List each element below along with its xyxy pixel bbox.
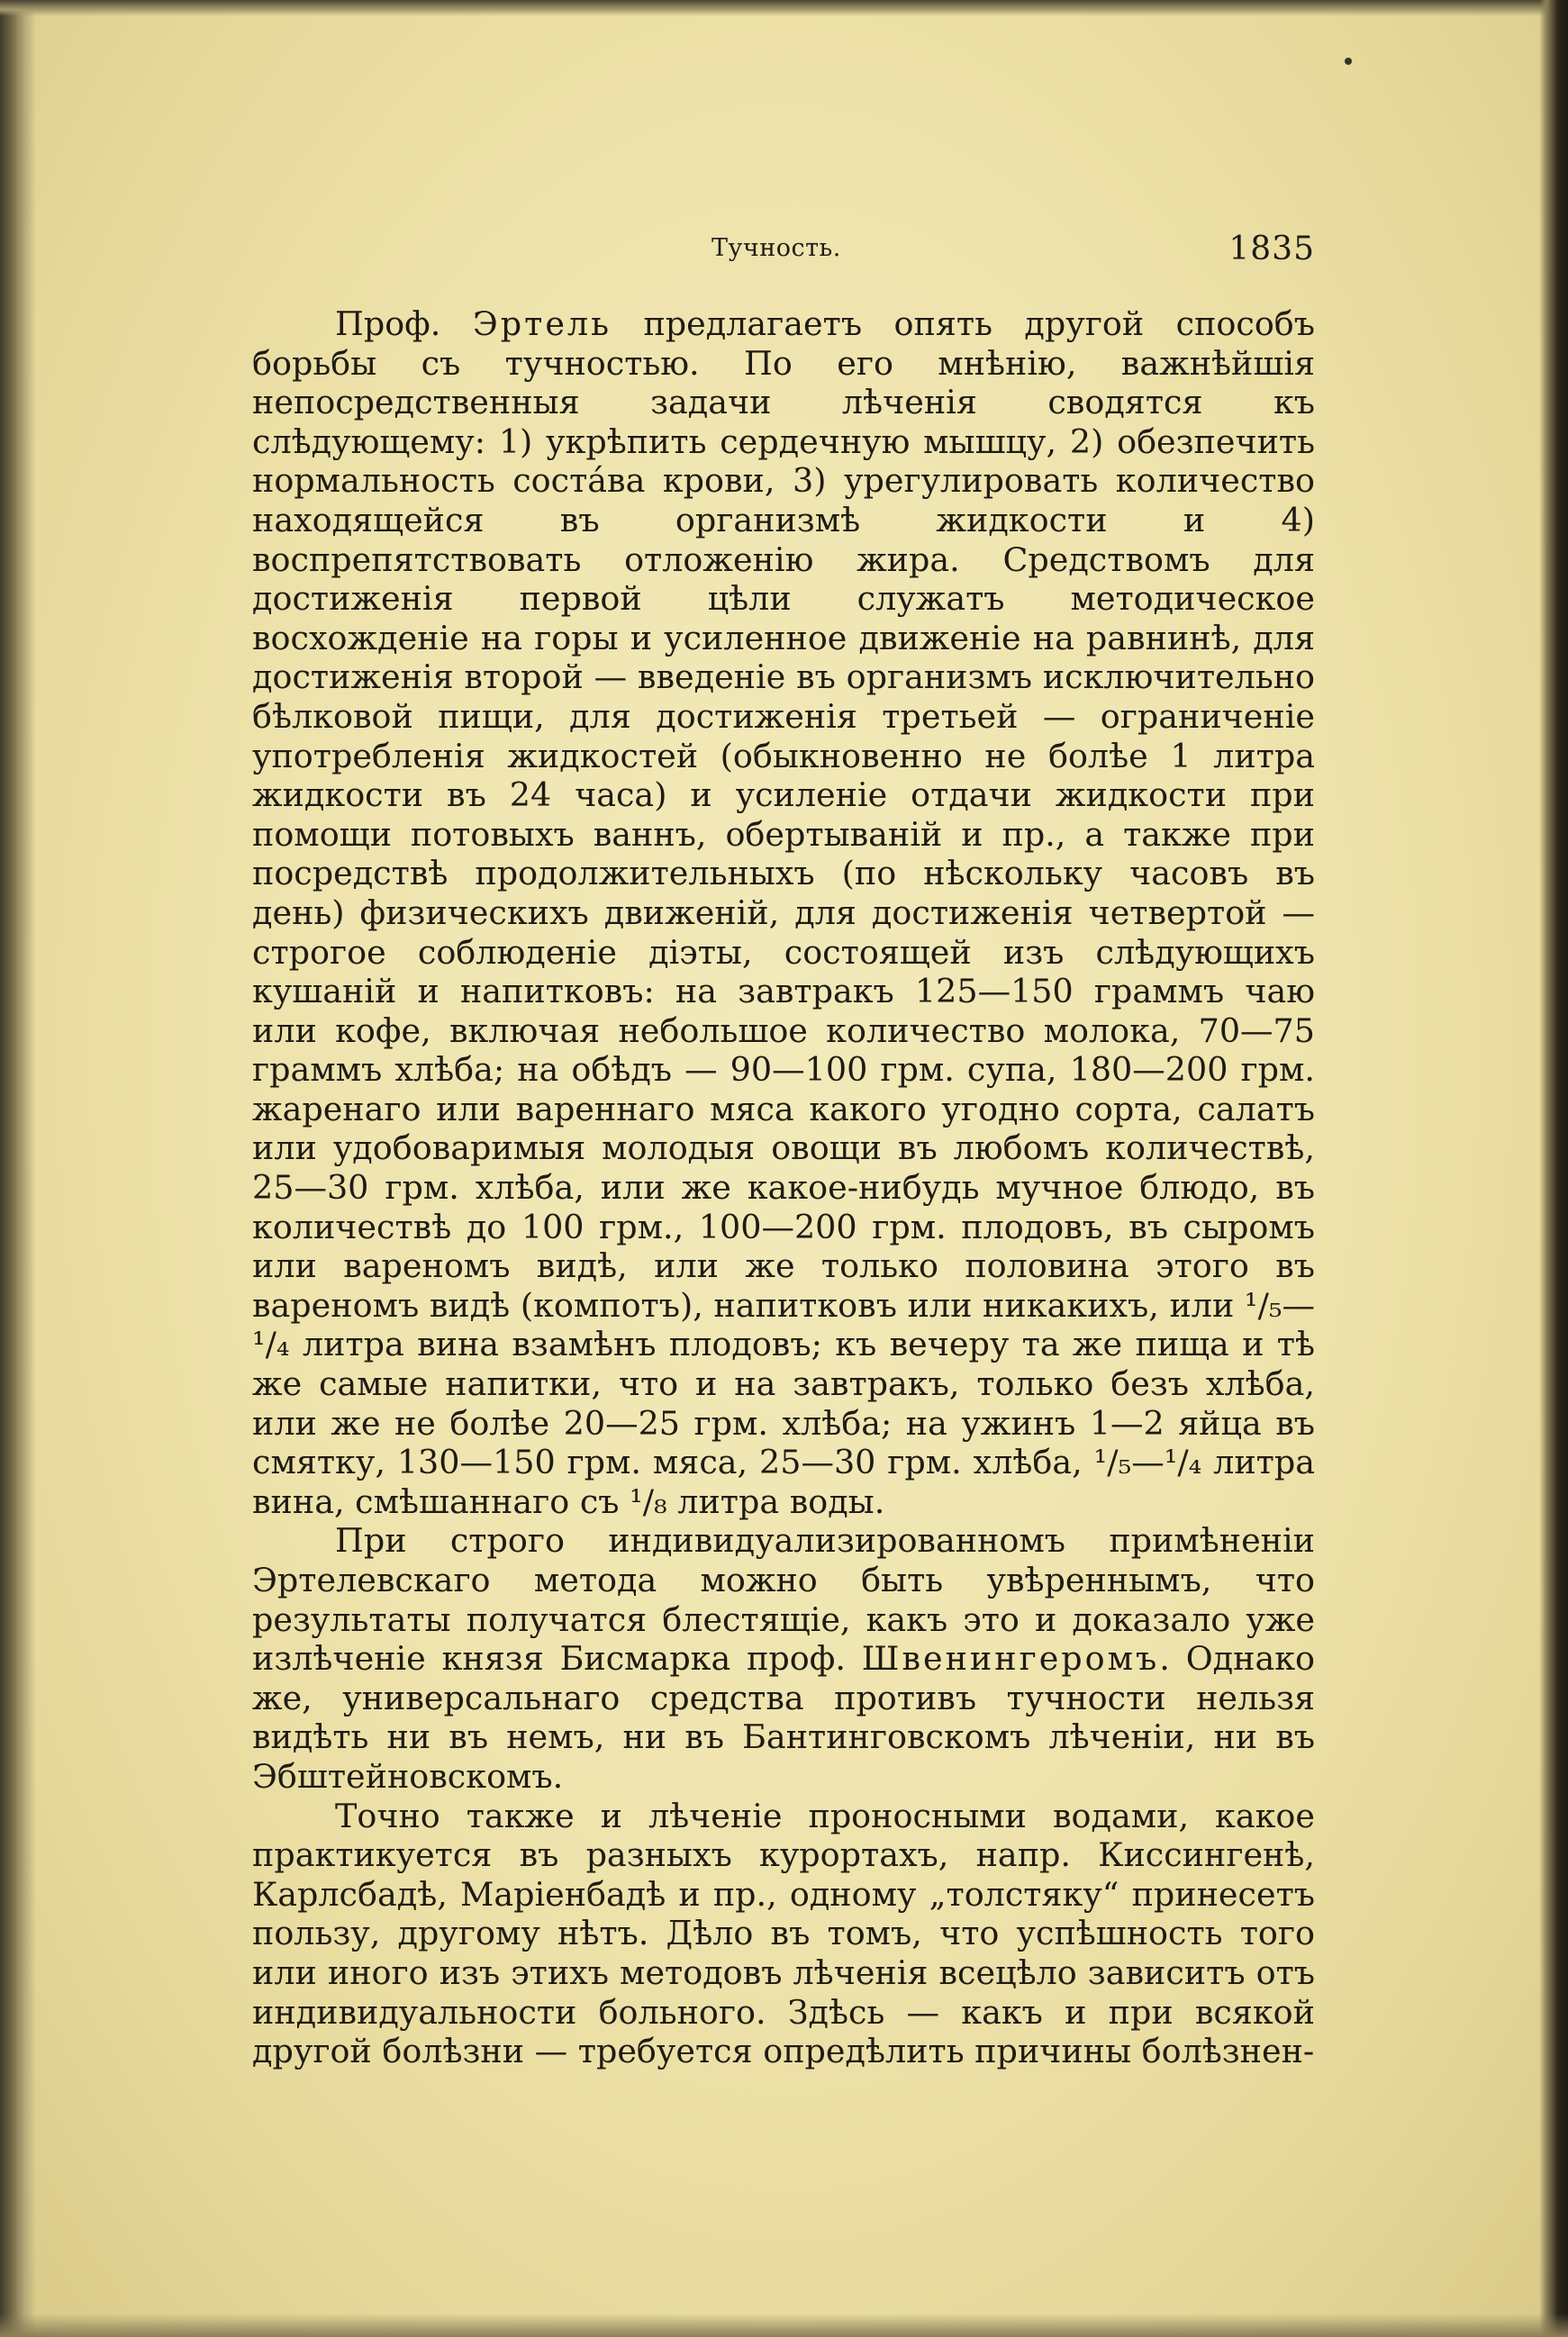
page-right-edge: [1539, 0, 1568, 2337]
paragraph-oertel-method: [252, 304, 1315, 1521]
book-page: [252, 225, 1315, 2071]
page-binding-shadow: [0, 0, 36, 2337]
running-title: Тучность.: [711, 234, 841, 262]
text-segment: Точно также и лѣченіе проносными водами, какое практикуется въ разныхъ курортахъ, напр. Киссингенѣ, Карлсбадѣ, Маріенбадѣ и пр., одному „толстяку“ принесетъ пользу, другому нѣтъ. Дѣло въ томъ, что успѣшность того или иного изъ этихъ методовъ лѣченія всецѣло зависитъ отъ индивидуальности больного. Здѣсь — какъ и при всякой другой болѣзни — требуется опредѣлить причины болѣзнен-: [252, 1796, 1315, 2071]
paragraph-individual-results: [252, 1521, 1315, 1796]
author-name-schweninger: Швенингеромъ: [861, 1639, 1160, 1679]
text-segment: предлагаетъ опять другой способъ борьбы съ тучностью. По его мнѣнію, важнѣйшія непосредственныя задачи лѣченія сводятся къ слѣдующему: 1) укрѣпить сердечную мышцу, 2) обезпечить нормальность состáва крови, 3) урегулировать количество находящейся въ организмѣ жидкости и 4) воспрепятствовать отложенію жира. Средствомъ для достиженія первой цѣли служатъ методическое восхожденіе на горы и усиленное движеніе на равнинѣ, для достиженія второй — введеніе въ организмъ исключительно бѣлковой пищи, для достиженія третьей — ограниченіе употребленія жидкостей (обыкновенно не болѣе 1 литра жидкости въ 24 часа) и усиленіе отдачи жидкости при помощи потовыхъ ваннъ, обертываній и пр., а также при посредствѣ продолжительныхъ (по нѣскольку часовъ въ день) физическихъ движеній, для достиженія четвертой — строгое соблюденіе діэты, состоящей изъ слѣдующихъ кушаній и напитковъ: на завтракъ 125—150 граммъ чаю или кофе, включая небольшое количество молока, 70—75 граммъ хлѣба; на обѣдъ — 90—100 грм. супа, 180—200 грм. жаренаго или вареннаго мяса какого угодно сорта, салатъ или удобоваримыя молодыя овощи въ любомъ количествѣ, 25—30 грм. хлѣба, или же какое-нибудь мучное блюдо, въ количествѣ до 100 грм., 100—200 грм. плодовъ, въ сыромъ или вареномъ видѣ, или же только половина этого въ вареномъ видѣ (компотъ), напитковъ или никакихъ, или ¹/₅—¹/₄ литра вина взамѣнъ плодовъ; къ вечеру та же пища и тѣ же самые напитки, что и на завтракъ, только безъ хлѣба, или же не болѣе 20—25 грм. хлѣба; на ужинъ 1—2 яйца въ смятку, 130—150 грм. мяса, 25—30 грм. хлѣба, ¹/₅—¹/₄ литра вина, смѣшаннаго съ ¹/₈ литра воды.: [252, 304, 1315, 1521]
text-segment: При строго индивидуализированномъ примѣненіи Эртелевскаго метода можно быть увѣреннымъ, что результаты получатся блестящіе, какъ это и доказало уже излѣченіе князя Бисмарка проф.: [252, 1521, 1315, 1679]
author-name-oertel: Эртель: [472, 304, 612, 343]
paragraph-mineral-waters: [252, 1797, 1315, 2071]
text-segment: . Однако же, универсальнаго средства противъ тучности нельзя видѣть ни въ немъ, ни въ Бантинговскомъ лѣченіи, ни въ Эбштейновскомъ.: [252, 1639, 1315, 1796]
page-number: 1835: [1228, 231, 1315, 267]
page-top-edge: [0, 0, 1568, 16]
page-bottom-edge: [0, 2314, 1568, 2337]
page-header: [252, 225, 1315, 279]
body-text: [252, 304, 1315, 2071]
text-segment: Проф.: [335, 304, 473, 343]
ink-speck: [1345, 58, 1352, 65]
